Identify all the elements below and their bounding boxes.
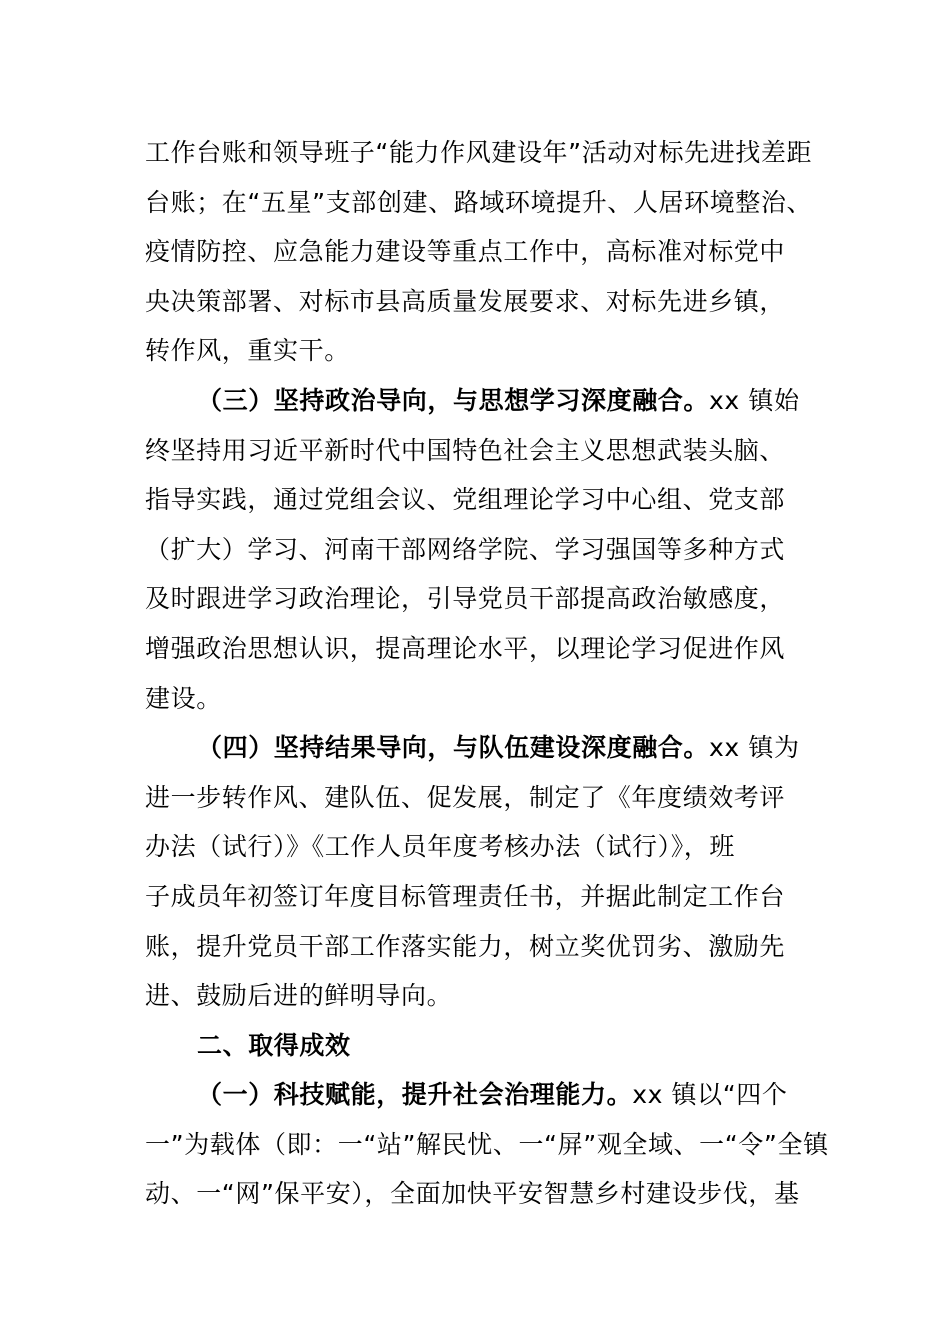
- section-heading-4: （四）坚持结果导向，与队伍建设深度融合。: [197, 733, 710, 763]
- paragraph-line: 增强政治思想认识，提高理论水平，以理论学习促进作风: [145, 633, 786, 663]
- paragraph-text: xx 镇以“四个: [632, 1080, 788, 1110]
- paragraph-text: xx 镇始: [709, 385, 800, 415]
- paragraph-line: 进一步转作风、建队伍、促发展，制定了《年度绩效考评: [145, 782, 786, 812]
- paragraph-line: 动、一“网”保平安），全面加快平安智慧乡村建设步伐，基: [145, 1179, 800, 1209]
- section-heading-line: [145, 1070, 805, 1120]
- section-heading-line: [145, 376, 805, 426]
- paragraph-line: 指导实践，通过党组会议、党组理论学习中心组、党支部: [145, 485, 786, 515]
- chapter-heading: 二、取得成效: [197, 1030, 351, 1060]
- section-heading-line: [145, 723, 805, 773]
- paragraph-line: 台账；在“五星”支部创建、路域环境提升、人居环境整治、: [145, 187, 813, 217]
- paragraph-line: 央决策部署、对标市县高质量发展要求、对标先进乡镇，: [145, 286, 786, 316]
- paragraph-line: 工作台账和领导班子“能力作风建设年”活动对标先进找差距: [145, 138, 813, 167]
- paragraph-line: 账，提升党员干部工作落实能力，树立奖优罚劣、激励先: [145, 931, 786, 961]
- paragraph-line: 及时跟进学习政治理论，引导党员干部提高政治敏感度，: [145, 584, 786, 614]
- paragraph-line: 进、鼓励后进的鲜明导向。: [145, 981, 453, 1011]
- paragraph-text: xx 镇为: [709, 733, 800, 763]
- paragraph-line: （扩大）学习、河南干部网络学院、学习强国等多种方式: [145, 534, 786, 564]
- document-body: [145, 128, 829, 1219]
- paragraph-line: 办法（试行）》《工作人员年度考核办法（试行）》，班: [145, 832, 736, 862]
- paragraph-line: 建设。: [145, 683, 222, 713]
- paragraph-line: 子成员年初签订年度目标管理责任书，并据此制定工作台: [145, 881, 786, 911]
- paragraph-line: 疫情防控、应急能力建设等重点工作中，高标准对标党中: [145, 237, 786, 267]
- paragraph-line: 终坚持用习近平新时代中国特色社会主义思想武装头脑、: [145, 435, 786, 465]
- paragraph-line: 一”为载体（即：一“站”解民忧、一“屏”观全域、一“令”全镇: [145, 1129, 829, 1159]
- paragraph-line: 转作风，重实干。: [145, 336, 350, 366]
- section-heading-1: （一）科技赋能，提升社会治理能力。: [197, 1080, 633, 1110]
- section-heading-3: （三）坚持政治导向，与思想学习深度融合。: [197, 385, 710, 415]
